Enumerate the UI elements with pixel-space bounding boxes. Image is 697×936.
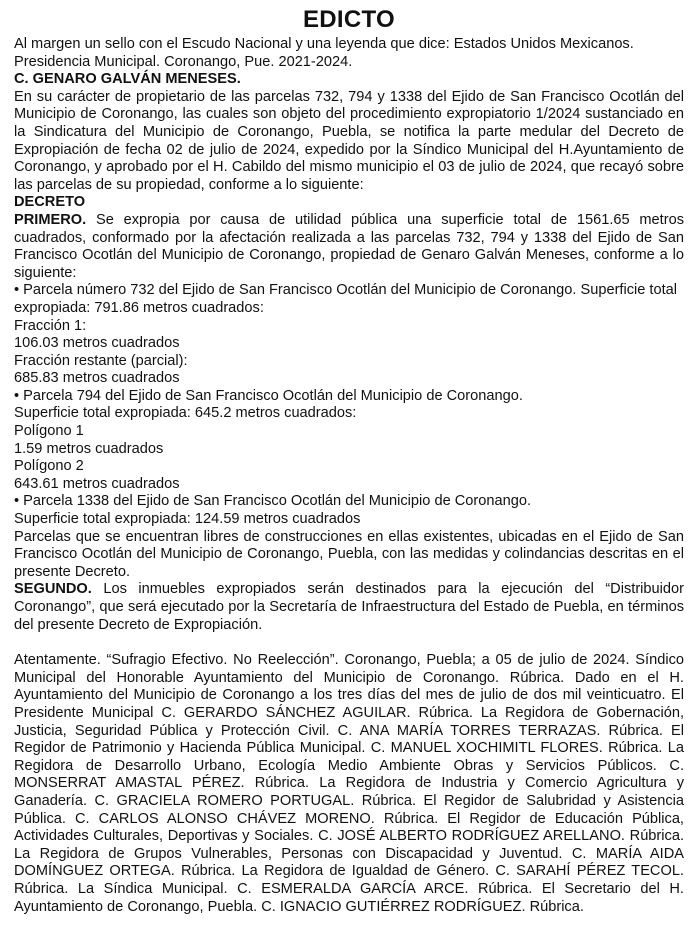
parcel-line: Fracción 1: (14, 317, 87, 334)
parcel-line: Superficie total expropiada: 124.59 metros cuadrados (14, 511, 361, 528)
parcel-line: Polígono 2 (14, 458, 84, 475)
parcel-line: • Parcela 794 del Ejido de San Francisco Ocotlán del Municipio de Coronango. (14, 387, 523, 404)
notice-paragraph: En su carácter de propietario de las parcelas 732, 794 y 1338 del Ejido de San Francisco Ocotlán del Municipio de Coronango, las cuales son objeto del procedimiento expropiatorio 1/2024 sustanciado en la Sindicatura del Municipio de Coronango, Puebla, se notifica la parte medular del Decreto de Expropiación de fecha 02 de julio de 2024, expedido por la Síndico Municipal del H.Ayuntamiento de Coronango, y aprobado por el H. Cabildo del mismo municipio el 03 de julio de 2024, que recayó sobre las parcelas de su propiedad, conforme a lo siguiente: (14, 88, 684, 193)
article-segundo-text: Los inmuebles expropiados serán destinados para la ejecución del “Distribuidor Coronango”, que será ejecutado por la Secretaría de Infraestructura del Estado de Puebla, en términos del presente Decreto de Expropiación. (14, 581, 684, 633)
parcels-free-paragraph: Parcelas que se encuentran libres de construcciones en ellas existentes, ubicadas en el Ejido de San Francisco Ocotlán del Municipio de Coronango, Puebla, con las medidas y colindancias descritas en el presente Decreto. (14, 528, 684, 580)
closing-paragraph: Atentamente. “Sufragio Efectivo. No Reelección”. Coronango, Puebla; a 05 de julio de 2024. Síndico Municipal del Honorable Ayuntamiento del Municipio de Coronango. Rúbrica. Dado en el H. Ayuntamiento del Municipio de Coronango a los tres días del mes de julio de dos mil veinticuatro. El Presidente Municipal C. GERARDO SÁNCHEZ AGUILAR. Rúbrica. La Regidora de Gobernación, Justicia, Seguridad Pública y Protección Civil. C. ANA MARÍA TORRES TERRAZAS. Rúbrica. El Regidor de Patrimonio y Hacienda Pública Municipal. C. MANUEL XOCHIMITL FLORES. Rúbrica. La Regidora de Desarrollo Urbano, Ecología Medio Ambiente Obras y Servicios Públicos. C. MONSERRAT AMASTAL PÉREZ. Rúbrica. La Regidora de Industria y Comercio Agricultura y Ganadería. C. GRACIELA ROMERO PORTUGAL. Rúbrica. El Regidor de Salubridad y Asistencia Pública. C. CARLOS ALONSO CHÁVEZ MORENO. Rúbrica. El Regidor de Educación Pública, Actividades Culturales, Deportivas y Sociales. C. JOSÉ ALBERTO RODRÍGUEZ ARELLANO. Rúbrica. La Regidora de Grupos Vulnerables, Personas con Discapacidad y Juventud. C. MARÍA AIDA DOMÍNGUEZ ORTEGA. Rúbrica. La Regidora de Igualdad de Género. C. SARAHÍ PÉREZ TECOL. Rúbrica. La Síndica Municipal. C. ESMERALDA GARCÍA ARCE. Rúbrica. El Secretario del H. Ayuntamiento de Coronango, Puebla. C. IGNACIO GUTIÉRREZ RODRÍGUEZ. Rúbrica. (14, 652, 684, 915)
article-primero-label: PRIMERO. (14, 211, 87, 228)
parcel-line: Superficie total expropiada: 645.2 metros cuadrados: (14, 405, 357, 422)
parcel-line: 685.83 metros cuadrados (14, 370, 180, 387)
parcel-list (14, 282, 684, 528)
parcel-line: 1.59 metros cuadrados (14, 440, 164, 457)
parcel-line: Fracción restante (parcial): (14, 352, 188, 369)
document-title: EDICTO (302, 6, 396, 33)
article-segundo-label: SEGUNDO. (14, 581, 92, 598)
article-primero-text: Se expropia por causa de utilidad pública una superficie total de 1561.65 metros cuadrados, conformado por la afectación realizada a las parcelas 732, 794 y 1338 del Ejido de San Francisco Ocotlán del Municipio de Coronango, propiedad de Genaro Galván Meneses, conforme a lo siguiente: (14, 211, 684, 281)
parcel-line: 643.61 metros cuadrados (14, 475, 180, 492)
intro-paragraph: Al margen un sello con el Escudo Nacional y una leyenda que dice: Estados Unidos Mexicanos. Presidencia Municipal. Coronango, Pue. 2021-2024. (14, 36, 634, 70)
parcel-line: Polígono 1 (14, 423, 84, 440)
article-segundo (14, 581, 684, 634)
parcel-line: • Parcela número 732 del Ejido de San Francisco Ocotlán del Municipio de Coronango. Superficie total expropiada: 791.86 metros cuadrados: (14, 282, 678, 316)
parcel-line: 106.03 metros cuadrados (14, 335, 180, 352)
decree-heading: DECRETO (14, 194, 86, 211)
paragraph-spacer (14, 634, 684, 652)
addressee: C. GENARO GALVÁN MENESES. (14, 71, 241, 88)
parcel-line: • Parcela 1338 del Ejido de San Francisco Ocotlán del Municipio de Coronango. (14, 493, 532, 510)
article-primero (14, 212, 684, 282)
